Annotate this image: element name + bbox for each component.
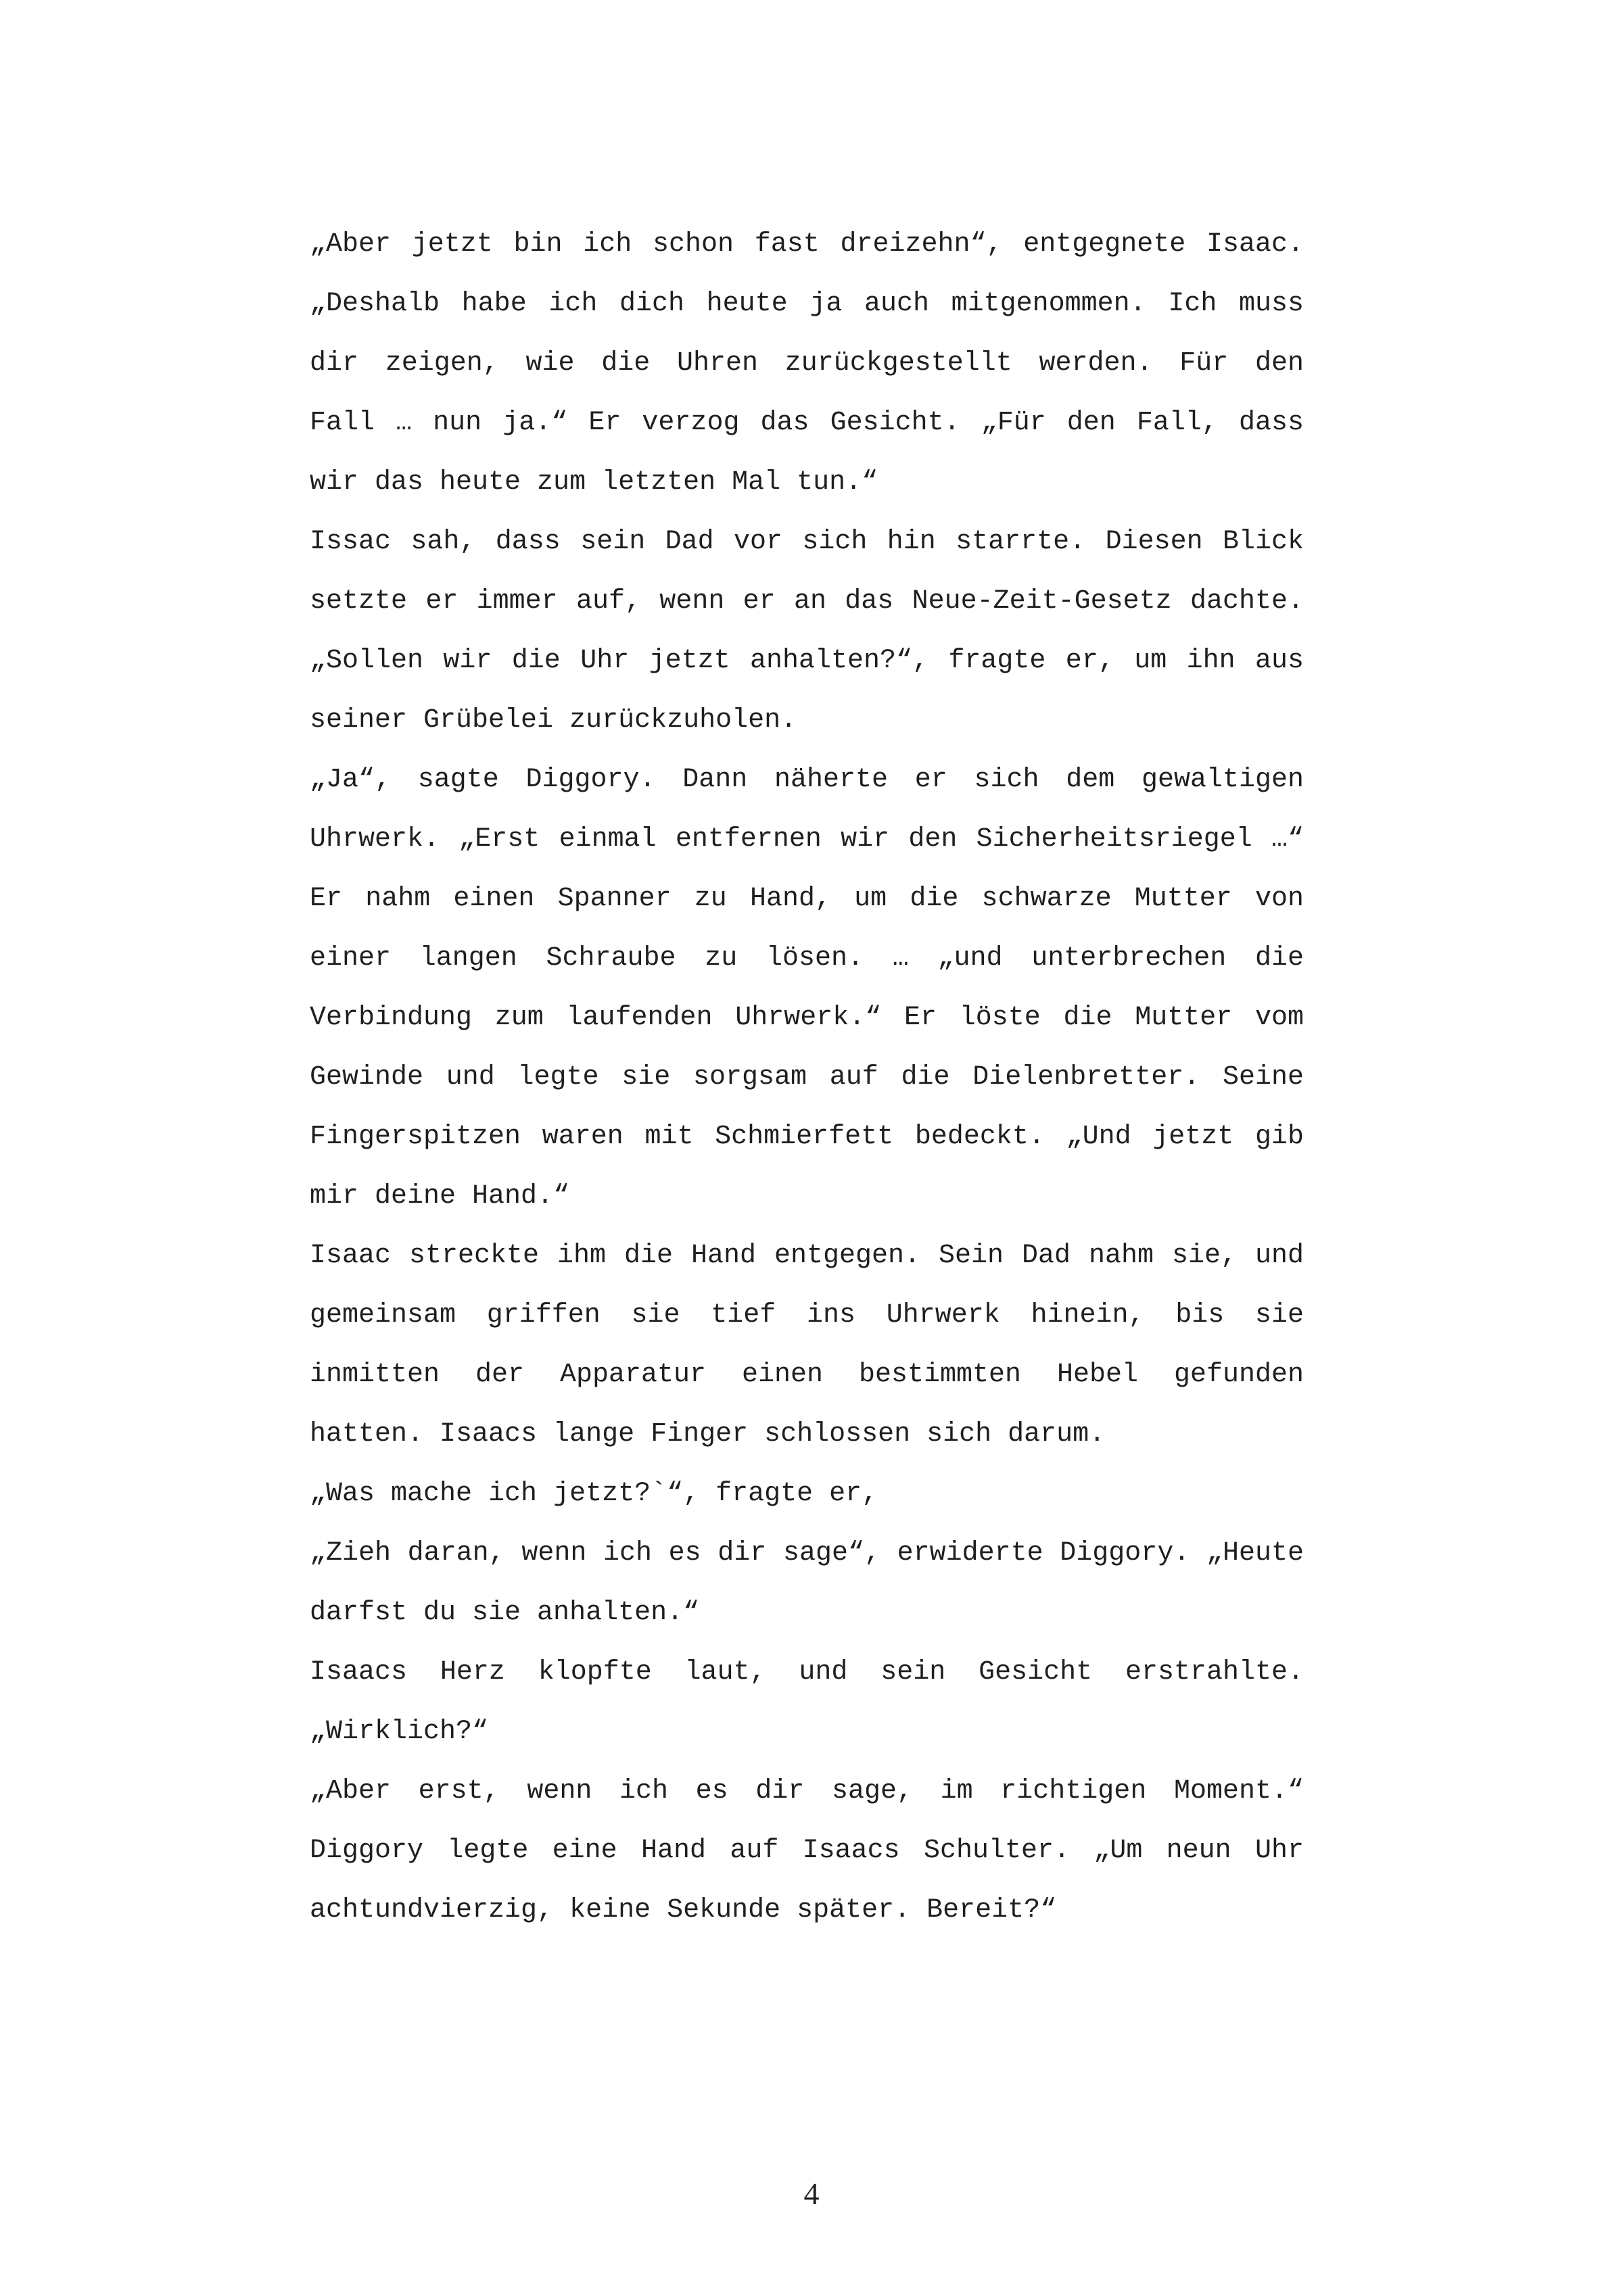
text-line: Fingerspitzen waren mit Schmierfett bedeckt. „Und jetzt gib <box>310 1122 1304 1152</box>
text-line: wir das heute zum letzten Mal tun.“ <box>310 467 878 498</box>
text-line: „Sollen wir die Uhr jetzt anhalten?“, fragte er, um ihn aus <box>310 646 1304 676</box>
text-line: einer langen Schraube zu lösen. … „und unterbrechen die <box>310 943 1304 974</box>
text-line: achtundvierzig, keine Sekunde später. Bereit?“ <box>310 1895 1057 1926</box>
text-line: mir deine Hand.“ <box>310 1181 570 1212</box>
body-text <box>310 215 1304 1940</box>
text-line: Uhrwerk. „Erst einmal entfernen wir den Sicherheitsriegel …“ <box>310 824 1304 855</box>
text-line: Issac sah, dass sein Dad vor sich hin starrte. Diesen Blick <box>310 527 1304 557</box>
text-line: „Wirklich?“ <box>310 1717 489 1747</box>
text-line: „Deshalb habe ich dich heute ja auch mitgenommen. Ich muss <box>310 289 1304 319</box>
text-line: Fall … nun ja.“ Er verzog das Gesicht. „Für den Fall, dass <box>310 408 1304 438</box>
text-line: setzte er immer auf, wenn er an das Neue-Zeit-Gesetz dachte. <box>310 586 1304 617</box>
text-line: hatten. Isaacs lange Finger schlossen sich darum. <box>310 1419 1106 1450</box>
text-line: „Aber erst, wenn ich es dir sage, im richtigen Moment.“ <box>310 1776 1304 1807</box>
text-line: „Was mache ich jetzt?`“, fragte er, <box>310 1479 878 1509</box>
text-line: „Ja“, sagte Diggory. Dann näherte er sich dem gewaltigen <box>310 765 1304 795</box>
text-line: Gewinde und legte sie sorgsam auf die Dielenbretter. Seine <box>310 1062 1304 1093</box>
text-line: inmitten der Apparatur einen bestimmten Hebel gefunden <box>310 1360 1304 1390</box>
text-line: Verbindung zum laufenden Uhrwerk.“ Er löste die Mutter vom <box>310 1003 1304 1033</box>
text-line: „Zieh daran, wenn ich es dir sage“, erwiderte Diggory. „Heute <box>310 1538 1304 1569</box>
text-line: darfst du sie anhalten.“ <box>310 1598 700 1628</box>
text-line: „Aber jetzt bin ich schon fast dreizehn“, entgegnete Isaac. <box>310 229 1304 260</box>
text-line: dir zeigen, wie die Uhren zurückgestellt werden. Für den <box>310 348 1304 379</box>
text-line: Isaac streckte ihm die Hand entgegen. Sein Dad nahm sie, und <box>310 1241 1304 1271</box>
text-line: Isaacs Herz klopfte laut, und sein Gesicht erstrahlte. <box>310 1657 1304 1688</box>
text-line: Diggory legte eine Hand auf Isaacs Schulter. „Um neun Uhr <box>310 1836 1304 1866</box>
text-line: gemeinsam griffen sie tief ins Uhrwerk hinein, bis sie <box>310 1300 1304 1331</box>
page-number: 4 <box>803 2176 820 2211</box>
text-line: seiner Grübelei zurückzuholen. <box>310 705 797 736</box>
text-line: Er nahm einen Spanner zu Hand, um die schwarze Mutter von <box>310 884 1304 914</box>
